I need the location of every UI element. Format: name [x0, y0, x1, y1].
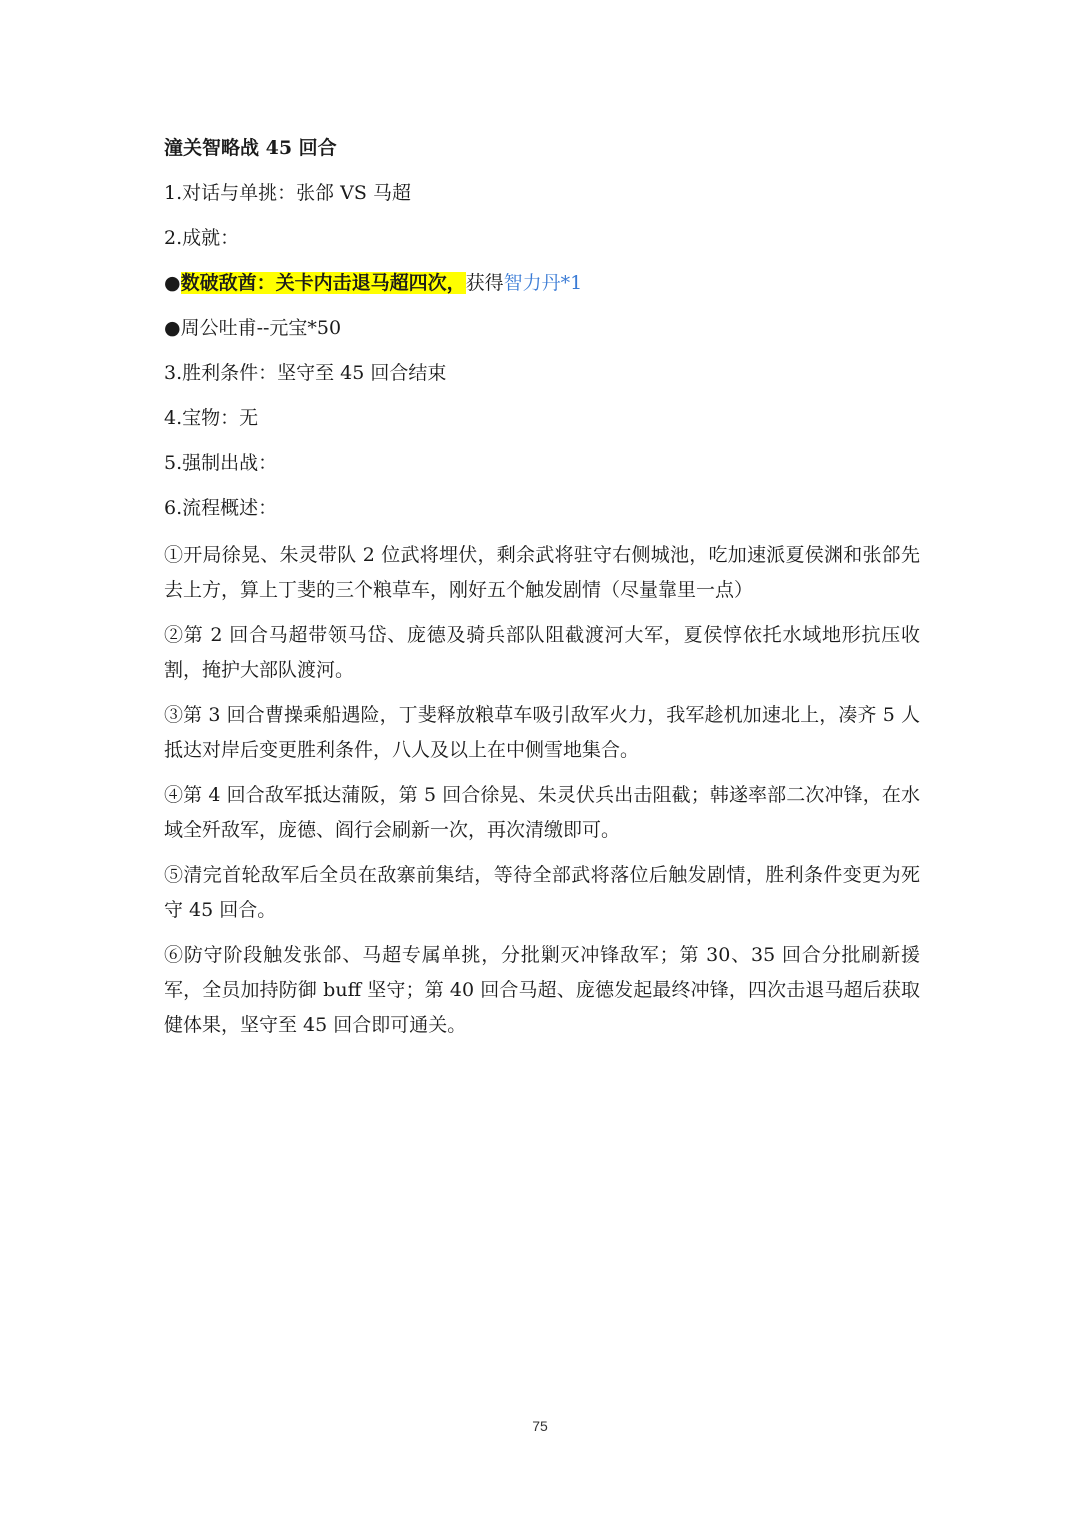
flow-heading: 6.流程概述： — [164, 497, 278, 519]
flow-step-6: ⑥防守阶段触发张郃、马超专属单挑，分批剿灭冲锋敌军；第 30、35 回合分批刷新援军，全员加持防御 buff 坚守；第 40 回合马超、庞德发起最终冲锋，四次击退马超后获取健体果，坚守至 45 回合即可通关。 — [164, 944, 920, 1036]
flow-step-3: ③第 3 回合曹操乘船遇险，丁斐释放粮草车吸引敌军火力，我军趁机加速北上，凑齐 5 人抵达对岸后变更胜利条件，八人及以上在中侧雪地集合。 — [164, 704, 920, 761]
reward-item-link[interactable]: 智力丹*1 — [503, 272, 583, 294]
flow-step-2: ②第 2 回合马超带领马岱、庞德及骑兵部队阻截渡河大军，夏侯惇依托水域地形抗压收割，掩护大部队渡河。 — [164, 624, 920, 681]
treasure-line: 4.宝物：无 — [164, 407, 259, 429]
flow-step-5: ⑤清完首轮敌军后全员在敌寨前集结，等待全部武将落位后触发剧情，胜利条件变更为死守 45 回合。 — [164, 864, 920, 921]
flow-step-1: ①开局徐晃、朱灵带队 2 位武将埋伏，剩余武将驻守右侧城池，吃加速派夏侯渊和张郃先去上方，算上丁斐的三个粮草车，刚好五个触发剧情（尽量靠里一点） — [164, 544, 920, 601]
reward-prefix: 获得 — [465, 272, 504, 294]
victory-condition: 3.胜利条件：坚守至 45 回合结束 — [164, 362, 447, 384]
document-body — [164, 133, 920, 1053]
achievement-item-1 — [164, 268, 920, 298]
achievements-heading: 2.成就： — [164, 227, 240, 249]
forced-deploy-line: 5.强制出战： — [164, 452, 278, 474]
section-title: 潼关智略战 45 回合 — [164, 137, 337, 159]
highlighted-achievement: 数破敌酋：关卡内击退马超四次， — [180, 272, 466, 294]
dialog-line: 1.对话与单挑：张郃 VS 马超 — [164, 182, 411, 204]
achievement-item-2: ●周公吐甫--元宝*50 — [164, 317, 342, 339]
page-number: 75 — [532, 1418, 548, 1434]
flow-step-4: ④第 4 回合敌军抵达蒲阪，第 5 回合徐晃、朱灵伏兵出击阻截；韩遂率部二次冲锋，在水域全歼敌军，庞德、阎行会刷新一次，再次清缴即可。 — [164, 784, 920, 841]
bullet: ● — [164, 272, 181, 294]
